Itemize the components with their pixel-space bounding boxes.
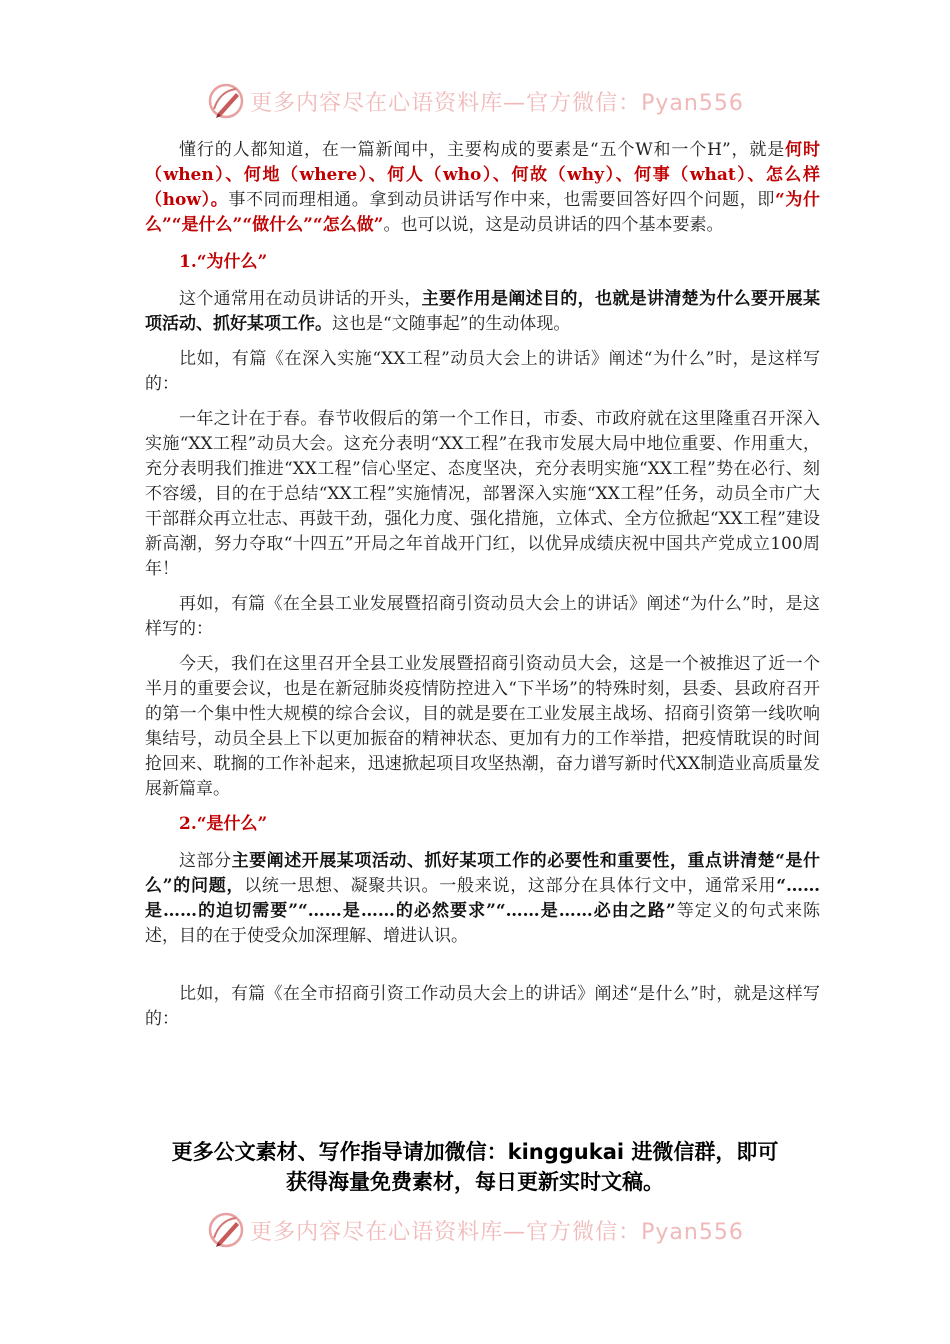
intro-highlight-5w1h: 何时（when）、何地（where）、何人（who）、何故（why）、何事（what）、怎么样（how）。: [145, 140, 820, 210]
why-quote-2: 今天，我们在这里召开全县工业发展暨招商引资动员大会，这是一个被推迟了近一个半月的重要会议，也是在新冠肺炎疫情防控进入“下半场”的特殊时刻，县委、县政府召开的第一个集中性大规模的综合会议，目的就是要在工业发展主战场、招商引资第一线吹响集结号，动员全县上下以更加振奋的精神状态、更加有力的工作举措，把疫情耽误的时间抢回来、耽搁的工作补起来，迅速掀起项目攻坚热潮，奋力谱写新时代XX制造业高质量发展新篇章。: [145, 654, 820, 799]
intro-highlight-four-questions: “为什么”“是什么”“做什么”“怎么做”: [145, 190, 821, 235]
why-paragraph-1: [145, 287, 820, 337]
what-paragraph-2: 比如，有篇《在全市招商引资工作动员大会上的讲话》阐述“是什么”时，就是这样写的：: [145, 984, 820, 1029]
pen-swirl-logo-icon: [206, 81, 246, 121]
what-bold-1: 主要阐述开展某项活动、抓好某项工作的必要性和重要性，重点讲清楚“是什么”的问题，: [145, 851, 821, 896]
intro-paragraph: [145, 138, 820, 238]
why-quote-1: 一年之计在于春。春节收假后的第一个工作日，市委、市政府就在这里隆重召开深入实施“XX工程”动员大会。这充分表明“XX工程”在我市发展大局中地位重要、作用重大，充分表明我们推进“XX工程”信心坚定、态度坚决，充分表明实施“XX工程”势在必行、刻不容缓，目的在于总结“XX工程”实施情况，部署深入实施“XX工程”任务，动员全市广大干部群众再立壮志、再鼓干劲，强化力度、强化措施，立体式、全方位掀起“XX工程”建设新高潮，努力夺取“十四五”开局之年首战开门红，以优异成绩庆祝中国共产党成立100周年！: [145, 409, 820, 579]
intro-text-3: 。也可以说，这是动员讲话的四个基本要素。: [383, 215, 724, 235]
watermark-text: 更多内容尽在心语资料库—官方微信：Pyan556: [250, 1219, 744, 1245]
section-heading-why: 1.“为什么”: [179, 252, 268, 272]
watermark-footer: [0, 1207, 950, 1253]
what-bold-2: “……是……的迫切需要”“……是……的必然要求”“……是……必由之路”: [145, 876, 820, 921]
what-paragraph-1: [145, 849, 820, 949]
why-bold-1: 主要作用是阐述目的，也就是讲清楚为什么要开展某项活动、抓好某项工作。: [145, 289, 821, 334]
intro-text-1: 懂行的人都知道，在一篇新闻中，主要构成的要素是“五个W和一个H”，就是: [179, 140, 786, 160]
watermark-header: [0, 78, 950, 124]
why-text-1: 这个通常用在动员讲话的开头，: [179, 289, 422, 309]
what-text-2: 以统一思想、凝聚共识。一般来说，这部分在具体行文中，通常采用: [244, 876, 777, 896]
intro-text-2: 事不同而理相通。拿到动员讲话写作中来，也需要回答好四个问题，即: [228, 190, 775, 210]
watermark-text: 更多内容尽在心语资料库—官方微信：Pyan556: [250, 90, 744, 116]
why-text-2: 这也是“文随事起”的生动体现。: [332, 314, 571, 334]
section-heading-what: 2.“是什么”: [179, 814, 268, 834]
promo-banner: [100, 1137, 850, 1197]
promo-line-2: 获得海量免费素材，每日更新实时文稿。: [286, 1170, 664, 1194]
article-body: [145, 138, 820, 1032]
promo-line-1: 更多公文素材、写作指导请加微信：kinggukai 进微信群，即可: [171, 1140, 779, 1164]
pen-swirl-logo-icon: [206, 1210, 246, 1250]
why-paragraph-2: 比如，有篇《在深入实施“XX工程”动员大会上的讲话》阐述“为什么”时，是这样写的：: [145, 349, 820, 394]
what-text-1: 这部分: [179, 851, 232, 871]
why-paragraph-3: 再如，有篇《在全县工业发展暨招商引资动员大会上的讲话》阐述“为什么”时，是这样写的：: [145, 594, 820, 639]
what-text-3: 等定义的句式来陈述，目的在于使受众加深理解、增进认识。: [145, 901, 820, 946]
